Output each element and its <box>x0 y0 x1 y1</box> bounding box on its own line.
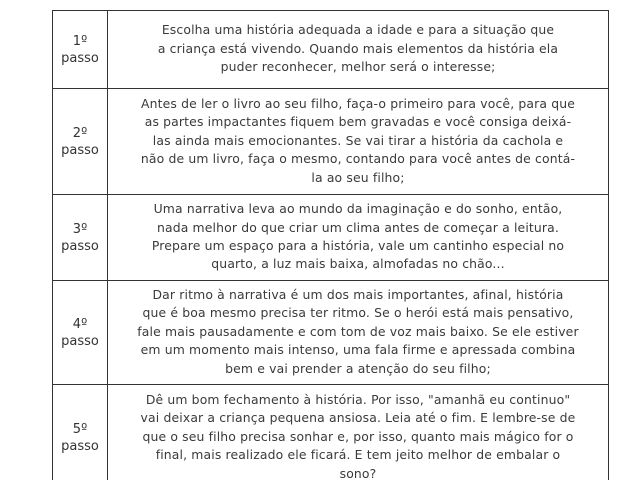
step-description: Antes de ler o livro ao seu filho, faça-o primeiro para você, para que as partes impactantes fiquem bem gravadas e você consiga deixá- las ainda mais emocionantes. Se vai tirar a história da cachola e não de um livro, faça o mesmo, contando para você antes de contá- la ao seu filho; <box>108 89 609 195</box>
step-number: 3º <box>72 221 88 237</box>
step-label-cell <box>53 281 108 385</box>
table-row <box>53 385 609 480</box>
table-row <box>53 281 609 385</box>
step-description: Escolha uma história adequada a idade e para a situação que a criança está vivendo. Quando mais elementos da história ela puder reconhecer, melhor será o interesse; <box>108 11 609 89</box>
step-description: Uma narrativa leva ao mundo da imaginação e do sonho, então, nada melhor do que criar um clima antes de começar a leitura. Prepare um espaço para a história, vale um cantinho especial no quarto, a luz mais baixa, almofadas no chão... <box>108 195 609 281</box>
step-word: passo <box>61 50 99 66</box>
step-word: passo <box>61 438 99 454</box>
step-word: passo <box>61 238 99 254</box>
steps-table <box>52 10 609 480</box>
step-label-cell <box>53 11 108 89</box>
step-description: Dar ritmo à narrativa é um dos mais importantes, afinal, história que é boa mesmo precisa ter ritmo. Se o herói está mais pensativo, fale mais pausadamente e com tom de voz mais baixo. Se ele estiver em um momento mais intenso, uma fala firme e apressada combina bem e vai prender a atenção do seu filho; <box>108 281 609 385</box>
table-row <box>53 11 609 89</box>
step-word: passo <box>61 333 99 349</box>
step-label-cell <box>53 385 108 480</box>
step-number: 5º <box>72 421 88 437</box>
step-description: Dê um bom fechamento à história. Por isso, "amanhã eu continuo" vai deixar a criança pequena ansiosa. Leia até o fim. E lembre-se de que o seu filho precisa sonhar e, por isso, quanto mais mágico for o final, mais realizado ele ficará. E tem jeito melhor de embalar o sono? <box>108 385 609 480</box>
step-label-cell <box>53 195 108 281</box>
step-number: 2º <box>72 125 88 141</box>
step-number: 1º <box>72 33 88 49</box>
table-row <box>53 195 609 281</box>
step-label-cell <box>53 89 108 195</box>
step-number: 4º <box>72 316 88 332</box>
step-word: passo <box>61 142 99 158</box>
table-row <box>53 89 609 195</box>
